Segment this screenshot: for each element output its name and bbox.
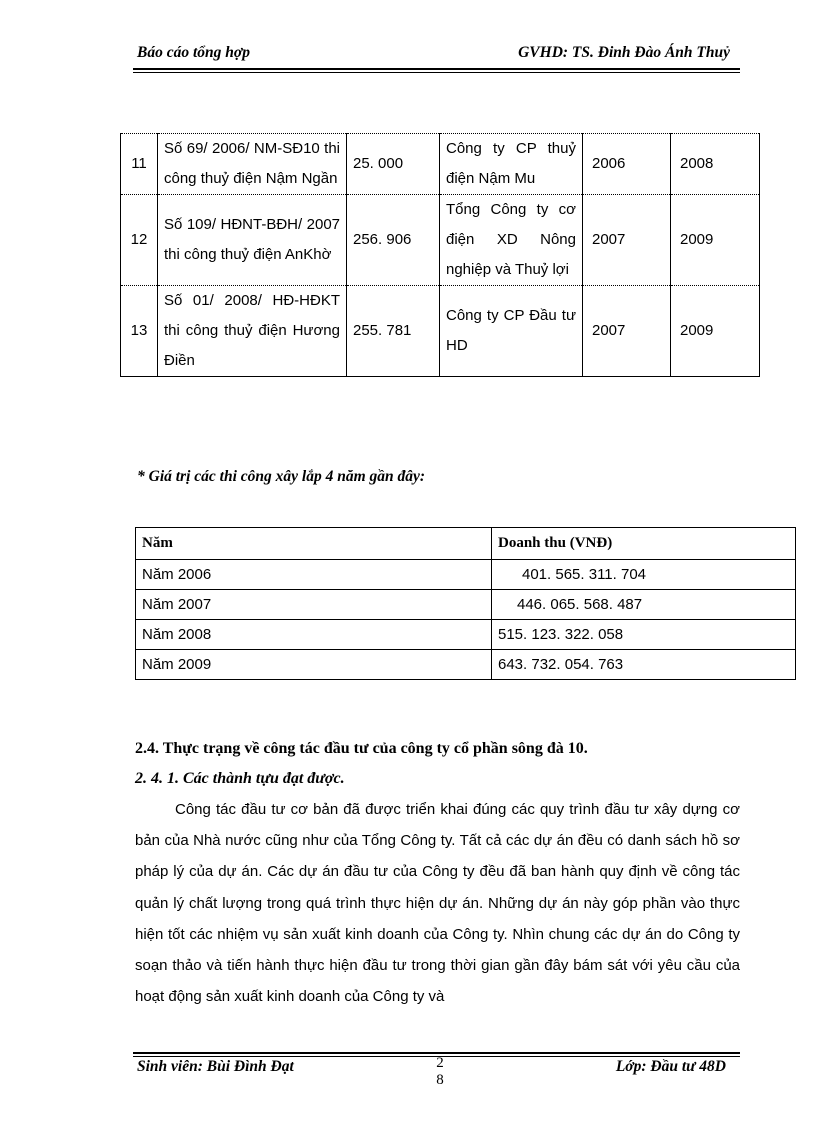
page-number-digit-2: 8 <box>436 1072 444 1088</box>
header-advisor: GVHD: TS. Đinh Đào Ánh Thuỷ <box>518 44 730 61</box>
table-row <box>136 620 796 650</box>
contract-start-year: 2007 <box>583 195 671 286</box>
revenue-year: Năm 2007 <box>136 590 492 620</box>
contract-value: 255. 781 <box>347 286 440 377</box>
table-header-row <box>136 528 796 560</box>
contract-value: 256. 906 <box>347 195 440 286</box>
table-row <box>121 134 760 195</box>
contract-end-year: 2009 <box>671 195 760 286</box>
page-number <box>430 1055 450 1089</box>
revenue-year: Năm 2008 <box>136 620 492 650</box>
contract-name: Số 109/ HĐNT-BĐH/ 2007 thi công thuỷ điện AnKhờ <box>158 195 347 286</box>
contract-owner: Tổng Công ty cơ điện XD Nông nghiệp và Thuỷ lợi <box>440 195 583 286</box>
section-note: * Giá trị các thi công xây lắp 4 năm gần đây: <box>137 468 426 485</box>
footer-rule <box>133 1052 740 1054</box>
section-heading-2-4: 2.4. Thực trạng về công tác đầu tư của công ty cổ phần sông đà 10. <box>135 740 588 757</box>
contract-start-year: 2007 <box>583 286 671 377</box>
contract-owner: Công ty CP thuỷ điện Nậm Mu <box>440 134 583 195</box>
contract-start-year: 2006 <box>583 134 671 195</box>
table-row <box>136 560 796 590</box>
subsection-heading-2-4-1: 2. 4. 1. Các thành tựu đạt được. <box>135 770 345 787</box>
table-row <box>121 195 760 286</box>
table-row <box>136 650 796 680</box>
header-title: Báo cáo tổng hợp <box>137 44 250 61</box>
contract-name: Số 01/ 2008/ HĐ-HĐKT thi công thuỷ điện Hương Điền <box>158 286 347 377</box>
revenue-value: 515. 123. 322. 058 <box>492 620 796 650</box>
contract-number: 12 <box>121 195 158 286</box>
contract-name: Số 69/ 2006/ NM-SĐ10 thi công thuỷ điện Nậm Ngần <box>158 134 347 195</box>
contracts-table <box>120 133 760 377</box>
contract-number: 11 <box>121 134 158 195</box>
revenue-value: 401. 565. 311. 704 <box>492 560 796 590</box>
body-paragraph: Công tác đầu tư cơ bản đã được triển khai đúng các quy trình đầu tư xây dựng cơ bản của Nhà nước cũng như của Tổng Công ty. Tất cả các dự án đều có danh sách hồ sơ pháp lý của dự án. Các dự án đầu tư của Công ty đều đã ban hành quy định về công tác quản lý chất lượng trong quá trình thực hiện dự án. Những dự án này góp phần vào thực hiện tốt các nhiệm vụ sản xuất kinh doanh của Công ty. Nhìn chung các dự án do Công ty soạn thảo và tiến hành thực hiện đầu tư trong thời gian gần đây bám sát với yêu cầu của hoạt động sản xuất kinh doanh của Công ty và <box>135 801 740 1006</box>
header-rule-thin <box>133 72 740 73</box>
revenue-table <box>135 527 796 680</box>
revenue-value: 446. 065. 568. 487 <box>492 590 796 620</box>
column-header-revenue: Doanh thu (VNĐ) <box>492 528 796 560</box>
footer-student: Sinh viên: Bùi Đình Đạt <box>137 1058 294 1075</box>
revenue-value: 643. 732. 054. 763 <box>492 650 796 680</box>
table-row <box>121 286 760 377</box>
table-row <box>136 590 796 620</box>
revenue-year: Năm 2009 <box>136 650 492 680</box>
contract-owner: Công ty CP Đầu tư HD <box>440 286 583 377</box>
footer-class: Lớp: Đầu tư 48D <box>615 1058 726 1075</box>
revenue-year: Năm 2006 <box>136 560 492 590</box>
contract-value: 25. 000 <box>347 134 440 195</box>
column-header-year: Năm <box>136 528 492 560</box>
contract-end-year: 2008 <box>671 134 760 195</box>
contract-number: 13 <box>121 286 158 377</box>
page-number-digit-1: 2 <box>436 1055 444 1071</box>
header-rule <box>133 68 740 70</box>
contract-end-year: 2009 <box>671 286 760 377</box>
